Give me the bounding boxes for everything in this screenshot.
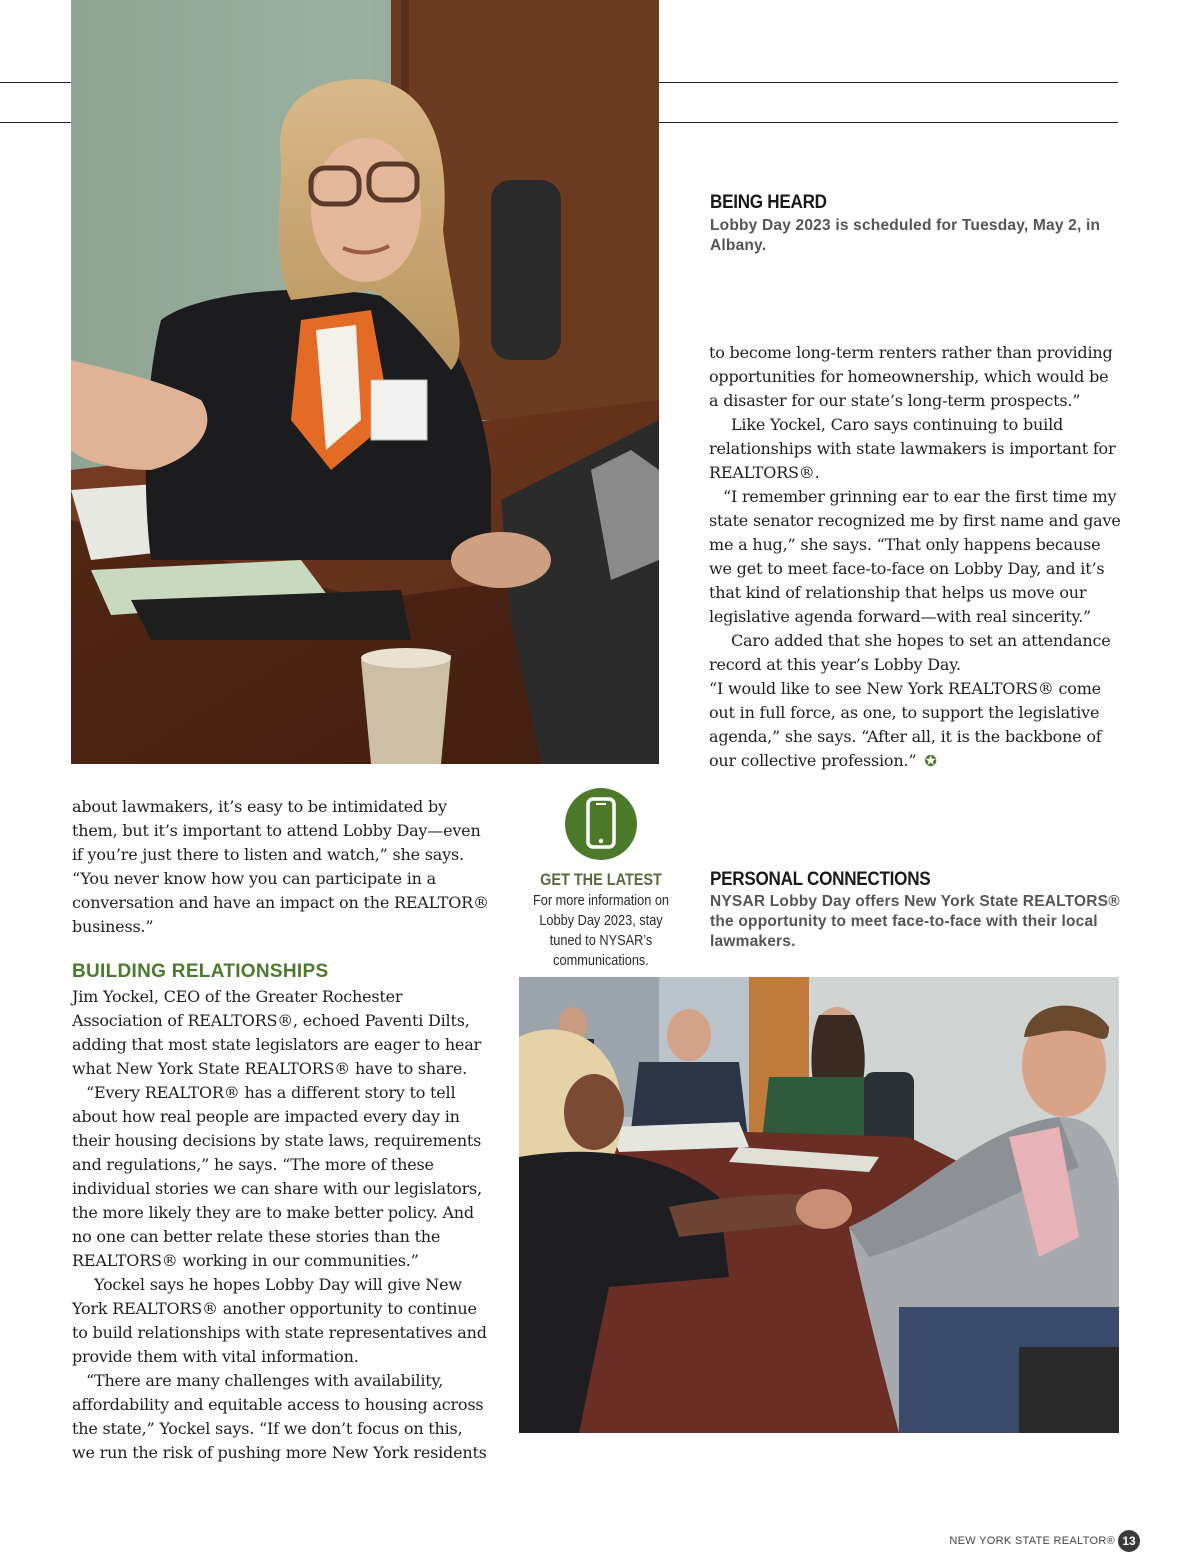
personal-connections-caption: NYSAR Lobby Day offers New York State REALTORS® the opportunity to meet face-to-face with their local lawmakers. [710, 893, 1120, 950]
right-paragraph-5: “I would like to see New York REALTORS® come out in full force, as one, to support the legislative agenda,” she says. “After all, it is the backbone of our collective profession.” [709, 679, 1102, 770]
right-paragraph-1: to become long-term renters rather than providing opportunities for homeownership, which would be a disaster for our state’s long-term prospects.” [709, 343, 1113, 410]
right-paragraph-2: Like Yockel, Caro says continuing to build relationships with state lawmakers is important for REALTORS®. [709, 415, 1116, 482]
left-intro-paragraph: about lawmakers, it’s easy to be intimidated by them, but it’s important to attend Lobby Day—even if you’re just there to listen and watch,” she says. “You never know how you can participate in a conversation and have an impact on the REALTOR® business.” [72, 797, 489, 936]
right-paragraph-4: Caro added that she hopes to set an attendance record at this year’s Lobby Day. [709, 631, 1111, 674]
left-column-article-text [72, 795, 490, 1465]
left-paragraph-3: Yockel says he hopes Lobby Day will give New York REALTORS® another opportunity to continue to build relationships with state representatives and provide them with vital information. [72, 1275, 487, 1366]
header-rule-top-right [659, 82, 1118, 83]
header-rule-top-left [0, 82, 72, 83]
being-heard-title: BEING HEARD [710, 192, 827, 213]
photo-handshake-meeting [519, 977, 1119, 1433]
phone-icon [565, 788, 637, 860]
right-paragraph-3: “I remember grinning ear to ear the first time my state senator recognized me by first name and gave me a hug,” she says. “That only happens because we get to meet face-to-face on Lobby Day, and it’s that kind of relationship that helps us move our legislative agenda forward—with real sincerity.” [709, 487, 1121, 626]
left-paragraph-2: “Every REALTOR® has a different story to tell about how real people are impacted every day in their housing decisions by state laws, requirements and regulations,” he says. “The more of these individual stories we can share with our legislators, the more likely they are to make better policy. And no one can better relate these stories than the REALTORS® working in our communities.” [72, 1083, 482, 1270]
end-mark-icon: ✪ [924, 754, 937, 770]
left-paragraph-4: “There are many challenges with availability, affordability and equitable access to housing across the state,” Yockel says. “If we don’t focus on this, we run the risk of pushing more New York residents [72, 1371, 487, 1462]
left-paragraph-1: Jim Yockel, CEO of the Greater Rochester Association of REALTORS®, echoed Paventi Dilts, adding that most state legislators are eager to hear what New York State REALTORS® have to share. [72, 987, 481, 1078]
page-number-badge: 13 [1118, 1530, 1140, 1552]
personal-connections-title: PERSONAL CONNECTIONS [710, 869, 931, 890]
right-column-article-text [709, 341, 1121, 773]
header-rule-bottom-left [0, 122, 72, 123]
building-relationships-heading: BUILDING RELATIONSHIPS [72, 961, 329, 982]
sidebar-title: GET THE LATEST [540, 870, 662, 889]
photo-speaker-at-meeting [71, 0, 659, 764]
footer-publication-name: NEW YORK STATE REALTOR® [949, 1535, 1115, 1547]
sidebar-text: For more information on Lobby Day 2023, stay tuned to NYSAR’s communications. [532, 892, 670, 969]
header-rule-bottom-right [659, 122, 1118, 123]
being-heard-caption: Lobby Day 2023 is scheduled for Tuesday, May 2, in Albany. [710, 217, 1101, 254]
sidebar-get-the-latest [517, 788, 685, 971]
